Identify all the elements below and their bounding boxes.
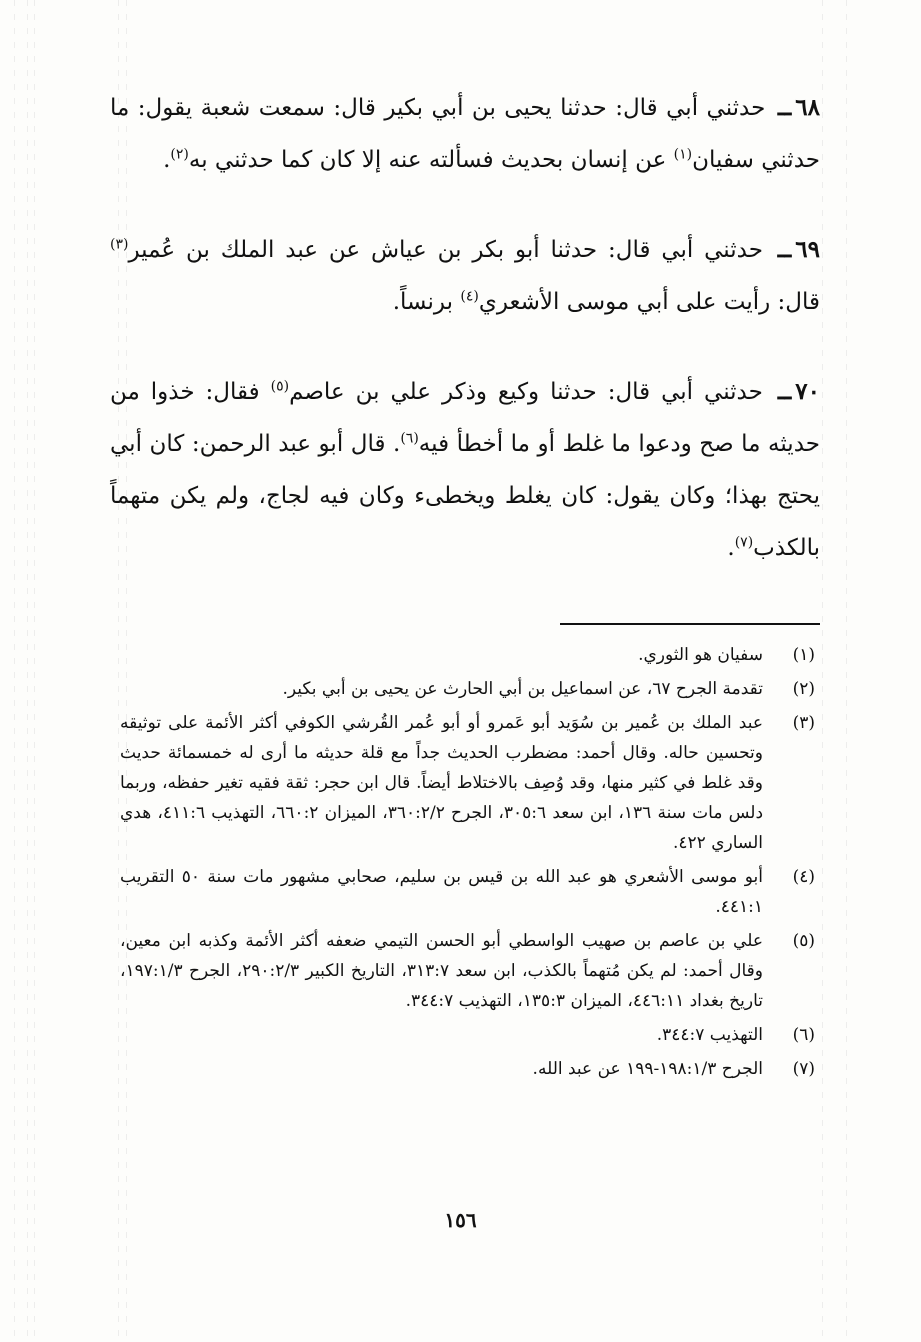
footnote-number: (١) xyxy=(792,645,815,665)
paragraph-dash: ــ xyxy=(777,378,792,405)
paragraph-text: . xyxy=(727,535,735,561)
scan-artifact-line xyxy=(822,0,823,1342)
footnote-number: (٦) xyxy=(792,1025,815,1045)
paragraph-dash: ــ xyxy=(777,94,792,121)
paragraph-number: ٦٨ xyxy=(795,94,821,121)
paragraph-69 xyxy=(110,224,820,328)
scan-artifact-line xyxy=(846,0,847,1342)
footnote-marker: (٢) xyxy=(170,146,189,163)
scan-artifact-line xyxy=(27,0,28,1342)
footnotes xyxy=(120,640,815,1088)
footnote-text: الجرح ١٩٨:١/٣-١٩٩ عن عبد الله. xyxy=(532,1059,763,1079)
paragraph-text: برنساً. xyxy=(392,289,454,315)
page-number: ١٥٦ xyxy=(444,1208,477,1232)
footnote-number: (٣) xyxy=(792,713,815,733)
footnote-text: سفيان هو الثوري. xyxy=(638,645,763,665)
footnote-marker: (١) xyxy=(673,146,693,163)
footnote-item xyxy=(120,1020,815,1050)
footnote-number: (٤) xyxy=(792,867,815,887)
paragraph-number: ٧٠ xyxy=(795,378,821,405)
footnote-text: أبو موسى الأشعري هو عبد الله بن قيس بن سليم، صحابي مشهور مات سنة ٥٠ التقريب ٤٤١:١. xyxy=(120,867,763,917)
paragraph-68 xyxy=(110,82,820,186)
footnote-item xyxy=(120,862,815,922)
footnote-item xyxy=(120,1054,815,1084)
footnote-marker: (٥) xyxy=(270,378,290,395)
footnote-text: تقدمة الجرح ٦٧، عن اسماعيل بن أبي الحارث عن يحيى بن أبي بكير. xyxy=(282,679,763,699)
footnote-marker: (٦) xyxy=(400,430,419,447)
footnote-marker: (٣) xyxy=(110,236,129,253)
footnote-item xyxy=(120,674,815,704)
main-text xyxy=(110,82,820,612)
footnote-number: (٥) xyxy=(792,931,815,951)
paragraph-text: فقال: خذوا من حديثه ما صح ودعوا ما غلط أو ما أخطأ فيه xyxy=(110,379,820,457)
footnote-item xyxy=(120,640,815,670)
footnote-marker: (٧) xyxy=(734,534,754,551)
paragraph-text: حدثني أبي قال: حدثنا أبو بكر بن عياش عن عبد الملك بن عُمير xyxy=(128,237,763,263)
paragraph-text: قال: رأيت على أبي موسى الأشعري xyxy=(478,289,820,315)
paragraph-70 xyxy=(110,366,820,574)
scan-artifact-line xyxy=(14,0,15,1342)
paragraph-dash: ــ xyxy=(777,236,792,263)
footnote-text: علي بن عاصم بن صهيب الواسطي أبو الحسن التيمي ضعفه أكثر الأئمة وكذبه ابن معين، وقال أحمد: لم يكن مُتهماً بالكذب، ابن سعد ٣١٣:٧، التاريخ الكبير ٢٩٠:٢/٣، الجرح ١٩٧:١/٣، تاريخ بغداد ٤٤٦:١١، الميزان ١٣٥:٣، التهذيب ٣٤٤:٧. xyxy=(120,931,763,1011)
footnote-number: (٧) xyxy=(792,1059,815,1079)
paragraph-text: . قال أبو عبد الرحمن: كان أبي يحتج بهذا؛ وكان يقول: كان يغلط ويخطىء وكان فيه لجاج، ولم يكن متهماً بالكذب xyxy=(110,431,820,561)
footnote-separator xyxy=(560,623,820,625)
footnote-marker: (٤) xyxy=(460,288,479,305)
paragraph-text: حدثني أبي قال: حدثنا يحيى بن أبي بكير قال: سمعت شعبة يقول: ما حدثني سفيان xyxy=(110,95,820,173)
footnote-text: عبد الملك بن عُمير بن سُوَيد أبو عَمرو أو أبو عُمر القُرشي الكوفي أكثر الأئمة على توثيقه وتحسين حاله. وقال أحمد: مضطرب الحديث جداً مع قلة حديثه ما أرى له خمسمائة حديث وقد غلط في كثير منها، وقد وُصِف بالاختلاط أيضاً. قال ابن حجر: ثقة فقيه تغير حفظه، وربما دلس مات سنة ١٣٦، ابن سعد ٣٠٥:٦، الجرح ٣٦٠:٢/٢، الميزان ٦٦٠:٢، التهذيب ٤١١:٦، هدي الساري ٤٢٢. xyxy=(120,713,764,853)
footnote-item xyxy=(120,926,815,1016)
footnote-number: (٢) xyxy=(792,679,815,699)
footnote-text: التهذيب ٣٤٤:٧. xyxy=(656,1025,763,1045)
paragraph-number: ٦٩ xyxy=(795,236,820,263)
paragraph-text: . xyxy=(163,147,171,173)
paragraph-text: عن إنسان بحديث فسألته عنه إلا كان كما حدثني به xyxy=(188,147,667,173)
footnote-item xyxy=(120,708,815,858)
scan-artifact-line xyxy=(34,0,35,1342)
paragraph-text: حدثني أبي قال: حدثنا وكيع وذكر علي بن عاصم xyxy=(289,379,763,405)
